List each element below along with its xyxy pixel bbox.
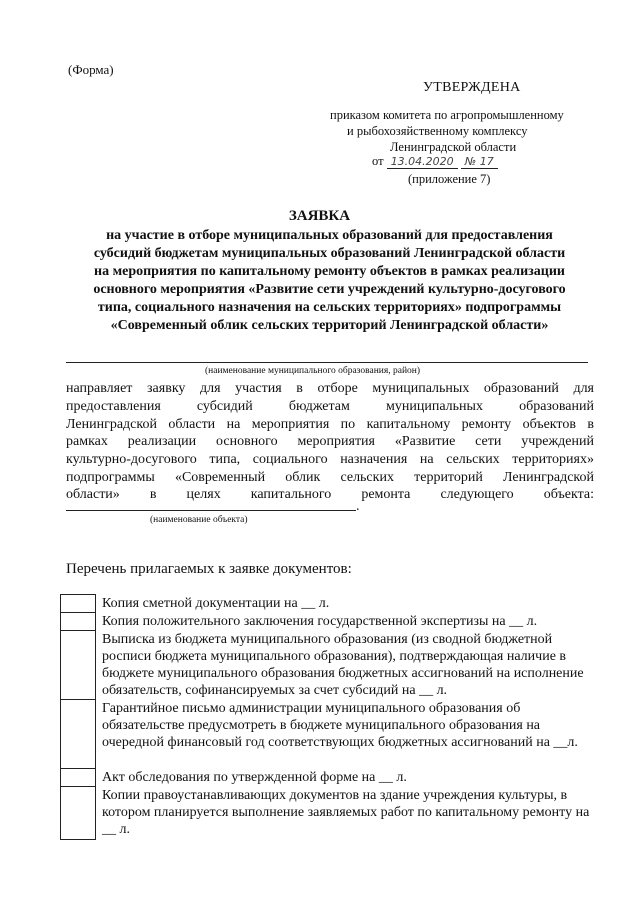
object-caption: (наименование объекта): [150, 515, 248, 525]
document-row: [61, 769, 600, 787]
body-line: рамках реализации основного мероприятия «Развитие сети учреждений: [66, 434, 594, 449]
form-label: (Форма): [68, 62, 114, 77]
object-fill-line[interactable]: [66, 510, 356, 511]
body-line: предоставления субсидий бюджетам муниципальных образований: [66, 399, 594, 414]
approval-line: и рыбохозяйственному комплексу: [347, 124, 528, 138]
approval-line: приказом комитета по агропромышленному: [330, 108, 564, 122]
date-prefix: от: [372, 154, 384, 168]
title-line: основного мероприятия «Развитие сети учреждений культурно-досугового: [93, 282, 566, 297]
document-row: [61, 595, 600, 613]
appendix-label: (приложение 7): [408, 172, 491, 186]
approved-stamp: УТВЕРЖДЕНА: [423, 80, 521, 95]
municipality-fill-line[interactable]: [66, 362, 588, 363]
document-checkbox[interactable]: [61, 787, 96, 840]
document-checkbox[interactable]: [61, 595, 96, 613]
documents-table: [60, 594, 600, 840]
documents-heading: Перечень прилагаемых к заявке документов:: [66, 561, 352, 577]
document-item: Копия положительного заключения государственной экспертизы на __ л.: [102, 613, 538, 629]
body-line: подпрограммы «Современный облик сельских территорий Ленинградской: [66, 470, 594, 485]
title-line: «Современный облик сельских территорий Ленинградской области»: [110, 318, 549, 333]
document-checkbox[interactable]: [61, 631, 96, 700]
municipality-caption: (наименование муниципального образования, район): [205, 366, 421, 376]
document-row: [61, 787, 600, 840]
approval-line: Ленинградской области: [390, 140, 517, 154]
body-line: Ленинградской области на мероприятия по капитальному ремонту объектов в: [66, 417, 594, 432]
approval-date-line: [372, 154, 498, 169]
document-title: ЗАЯВКА: [288, 208, 351, 224]
document-checkbox[interactable]: [61, 700, 96, 769]
document-item: Копии правоустанавливающих документов на здание учреждения культуры, в котором планируется выполнение заявляемых работ по капитальному ремонту на __ л.: [102, 787, 590, 837]
title-line: субсидий бюджетам муниципальных образований Ленинградской области: [93, 246, 566, 261]
title-line: типа, социального назначения на сельских территориях» подпрограммы: [97, 300, 562, 315]
document-item: Выписка из бюджета муниципального образования (из сводной бюджетной росписи бюджета муниципального образования), подтверждающая наличие в бюджете муниципального образования бюджетных ассигнований на исполнение обязательств, софинансируемых за счет субсидий на __ л.: [102, 631, 584, 698]
document-row: [61, 631, 600, 700]
title-line: на мероприятия по капитальному ремонту объектов в рамках реализации: [94, 264, 565, 279]
object-line-period: .: [356, 499, 360, 514]
document-item: Гарантийное письмо администрации муниципального образования об обязательстве предусмотреть в бюджете муниципального образования на очередной финансовый год соответствующих бюджетных ассигнований на __л.: [102, 700, 578, 750]
title-line: на участие в отборе муниципальных образований для предоставления: [106, 228, 553, 243]
document-row: [61, 700, 600, 769]
body-line: области» в целях капитального ремонта следующего объекта:: [66, 487, 594, 502]
body-line: культурно-досугового типа, социального назначения на сельских территориях»: [66, 452, 594, 467]
document-checkbox[interactable]: [61, 613, 96, 631]
handwritten-date: 13.04.2020: [387, 155, 458, 169]
document-row: [61, 613, 600, 631]
document-item: Копия сметной документации на __ л.: [102, 595, 330, 611]
document-checkbox[interactable]: [61, 769, 96, 787]
document-item: Акт обследования по утвержденной форме на __ л.: [102, 769, 407, 785]
body-line: направляет заявку для участия в отборе муниципальных образований для: [66, 381, 594, 396]
handwritten-number: № 17: [461, 155, 498, 169]
